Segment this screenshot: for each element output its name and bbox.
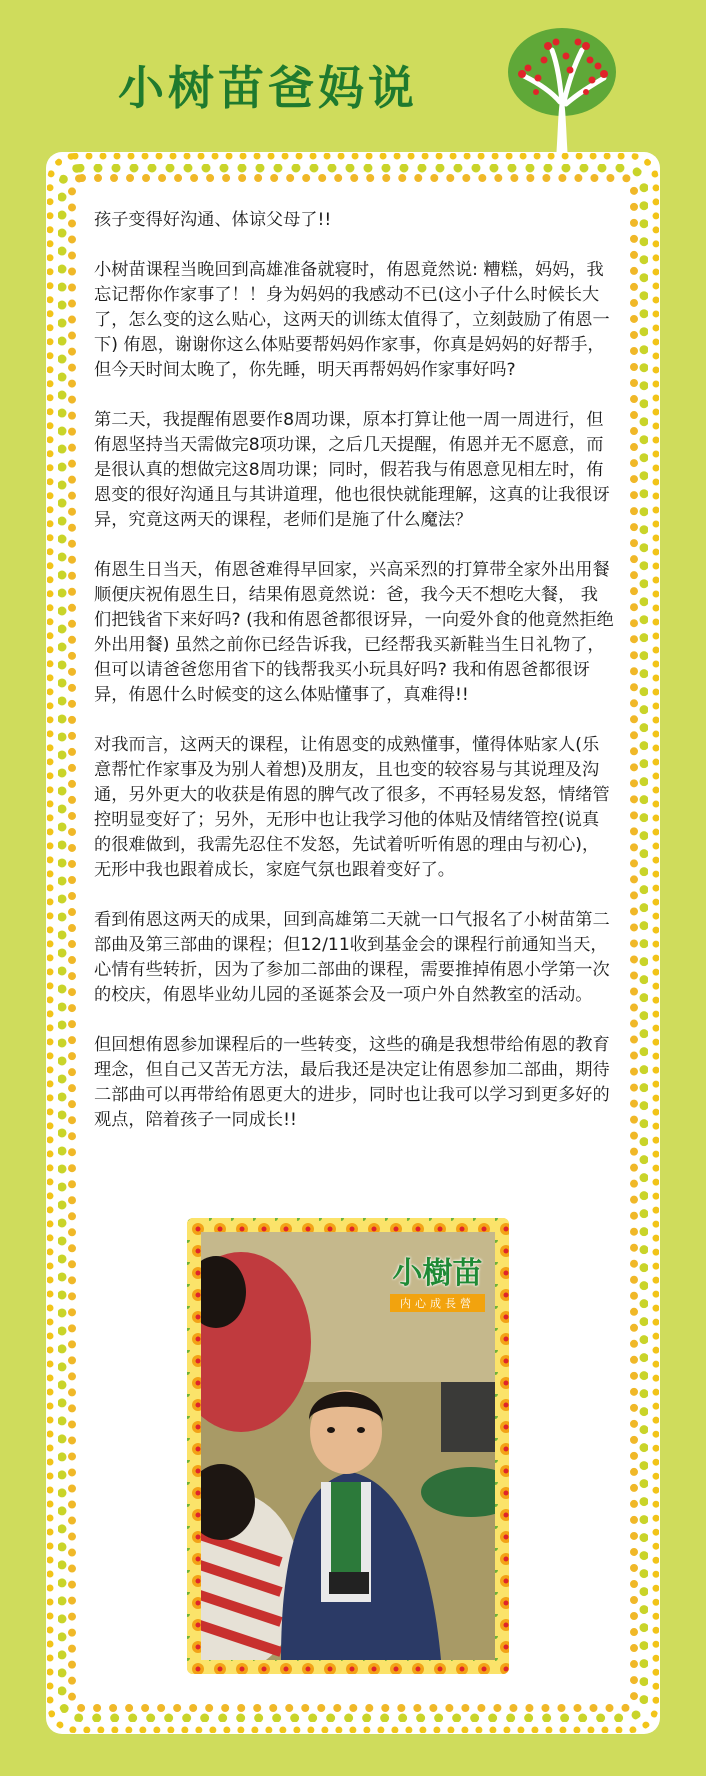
brand-logo (390, 1248, 485, 1312)
paragraph: 小树苗课程当晚回到高雄准备就寝时，侑恩竟然说: 糟糕，妈妈，我忘记帮你作家事了！！身为妈妈的我感动不已(这小子什么时候长大了，怎么变的这么贴心，这两天的训练太值得了，立刻鼓励了侑恩一下) 侑恩，谢谢你这么体贴要帮妈妈作家事，你真是妈妈的好帮手，但今天时间太晚了，你先睡，明天再帮妈妈作家事好吗? (94, 260, 610, 380)
brand-name: 小樹苗 (392, 1256, 483, 1291)
paragraph: 第二天，我提醒侑恩要作8周功课，原本打算让他一周一周进行，但侑恩坚持当天需做完8项功课，之后几天提醒，侑恩并无不愿意，而是很认真的想做完这8周功课；同时，假若我与侑恩意见相左时，侑恩变的很好沟通且与其讲道理，他也很快就能理解，这真的让我很讶异，究竟这两天的课程，老师们是施了什么魔法？ (94, 410, 610, 530)
paragraph: 侑恩生日当天，侑恩爸难得早回家，兴高采烈的打算带全家外出用餐顺便庆祝侑恩生日，结果侑恩竟然说：爸，我今天不想吃大餐， 我们把钱省下来好吗? (我和侑恩爸都很讶异，一向爱外食的他竟然拒绝外出用餐) 虽然之前你已经告诉我，已经帮我买新鞋当生日礼物了，但可以请爸爸您用省下的钱帮我买小玩具好吗? 我和侑恩爸都很讶异，侑恩什么时候变的这么体贴懂事了，真难得!! (94, 560, 614, 705)
tree-with-hearts-icon (500, 20, 620, 160)
photo-frame (187, 1218, 509, 1674)
paragraph: 但回想侑恩参加课程后的一些转变，这些的确是我想带给侑恩的教育理念，但自己又苦无方法，最后我还是决定让侑恩参加二部曲，期待二部曲可以再带给侑恩更大的进步，同时也让我可以学习到更多好的观点，陪着孩子一同成长!! (94, 1035, 610, 1130)
child-photo (201, 1232, 495, 1660)
brand-tagline: 内心成長營 (390, 1294, 485, 1312)
paragraph-heading: 孩子变得好沟通、体谅父母了!! (94, 210, 332, 230)
paragraph: 对我而言，这两天的课程，让侑恩变的成熟懂事，懂得体贴家人(乐意帮忙作家事及为别人着想)及朋友，且也变的较容易与其说理及沟通，另外更大的收获是侑恩的脾气改了很多，不再轻易发怒，情绪管控明显变好了；另外，无形中也让我学习他的体贴及情绪管控(说真的很难做到，我需先忍住不发怒，先试着听听侑恩的理由与初心)，无形中我也跟着成长，家庭气氛也跟着变好了。 (94, 735, 610, 880)
page-title: 小树苗爸妈说 (118, 61, 418, 115)
article-body (94, 208, 614, 1158)
paragraph: 看到侑恩这两天的成果，回到高雄第二天就一口气报名了小树苗第二部曲及第三部曲的课程；但12/11收到基金会的课程行前通知当天，心情有些转折，因为了参加二部曲的课程，需要推掉侑恩小学第一次的校庆，侑恩毕业幼儿园的圣诞茶会及一项户外自然教室的活动。 (94, 910, 610, 1005)
